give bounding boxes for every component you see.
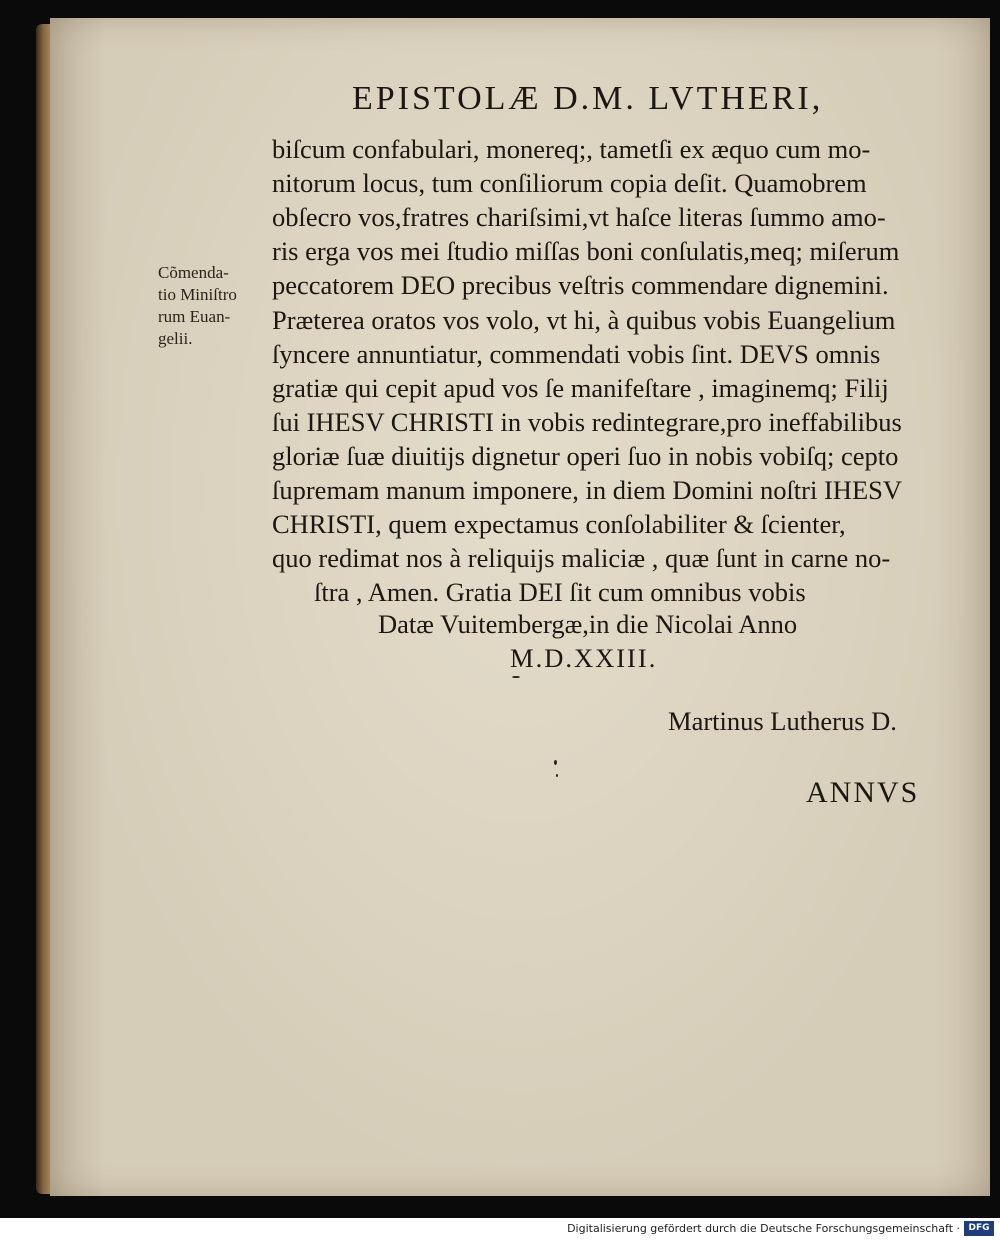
marginal-note-line: Cõmenda- (158, 263, 229, 282)
marginal-note (158, 262, 270, 350)
dfg-logo: DFG (964, 1221, 994, 1236)
running-head: EPISTOLÆ D.M. LVTHERI, (352, 80, 824, 117)
ink-speck (556, 774, 558, 777)
marginal-note-line: tio Miniſtro (158, 285, 237, 304)
marginal-note-line: rum Euan- (158, 307, 231, 326)
body-line: peccatorem DEO precibus veſtris commendare dignemini. (272, 270, 889, 300)
body-line: ſyncere annuntiatur, commendati vobis ſint. DEVS omnis (272, 339, 881, 369)
body-line: gratiæ qui cepit apud vos ſe manifeſtare , imaginemq; Filij (272, 373, 889, 403)
signature: Martinus Lutherus D. (668, 706, 897, 736)
body-line: biſcum confabulari, monereq;, tametſi ex æquo cum mo- (272, 134, 871, 164)
body-line: quo redimat nos à reliquijs maliciæ , quæ ſunt in carne no- (272, 543, 891, 573)
body-line: gloriæ ſuæ diuitijs dignetur operi ſuo in nobis vobiſq; cepto (272, 441, 899, 471)
body-line: nitorum locus, tum conſiliorum copia deſit. Quamobrem (272, 168, 867, 198)
book-page (50, 18, 990, 1196)
ink-speck (554, 760, 557, 765)
ink-speck (512, 676, 520, 678)
body-line: obſecro vos,fratres chariſsimi,vt haſce literas ſummo amo- (272, 202, 886, 232)
body-line: CHRISTI, quem expectamus conſolabiliter & ſcienter, (272, 509, 846, 539)
body-line: Præterea oratos vos volo, vt hi, à quibus vobis Euangelium (272, 305, 896, 335)
body-line: ſupremam manum imponere, in diem Domini noſtri IHESV (272, 475, 903, 505)
body-line: ris erga vos mei ſtudio miſſas boni conſulatis,meq; miſerum (272, 236, 900, 266)
footer-bar (0, 1218, 1000, 1241)
year-line: M.D.XXIII. (510, 643, 658, 673)
catchword: ANNVS (806, 776, 920, 809)
date-line: Datæ Vuitembergæ,in die Nicolai Anno (378, 609, 798, 639)
body-line: ſui IHESV CHRISTI in vobis redintegrare,pro ineffabilibus (272, 407, 902, 437)
body-line: ſtra , Amen. Gratia DEI ſit cum omnibus vobis (314, 577, 806, 607)
marginal-note-line: gelii. (158, 329, 193, 348)
footer-credit: Digitalisierung gefördert durch die Deutsche Forschungsgemeinschaft · (567, 1222, 960, 1235)
